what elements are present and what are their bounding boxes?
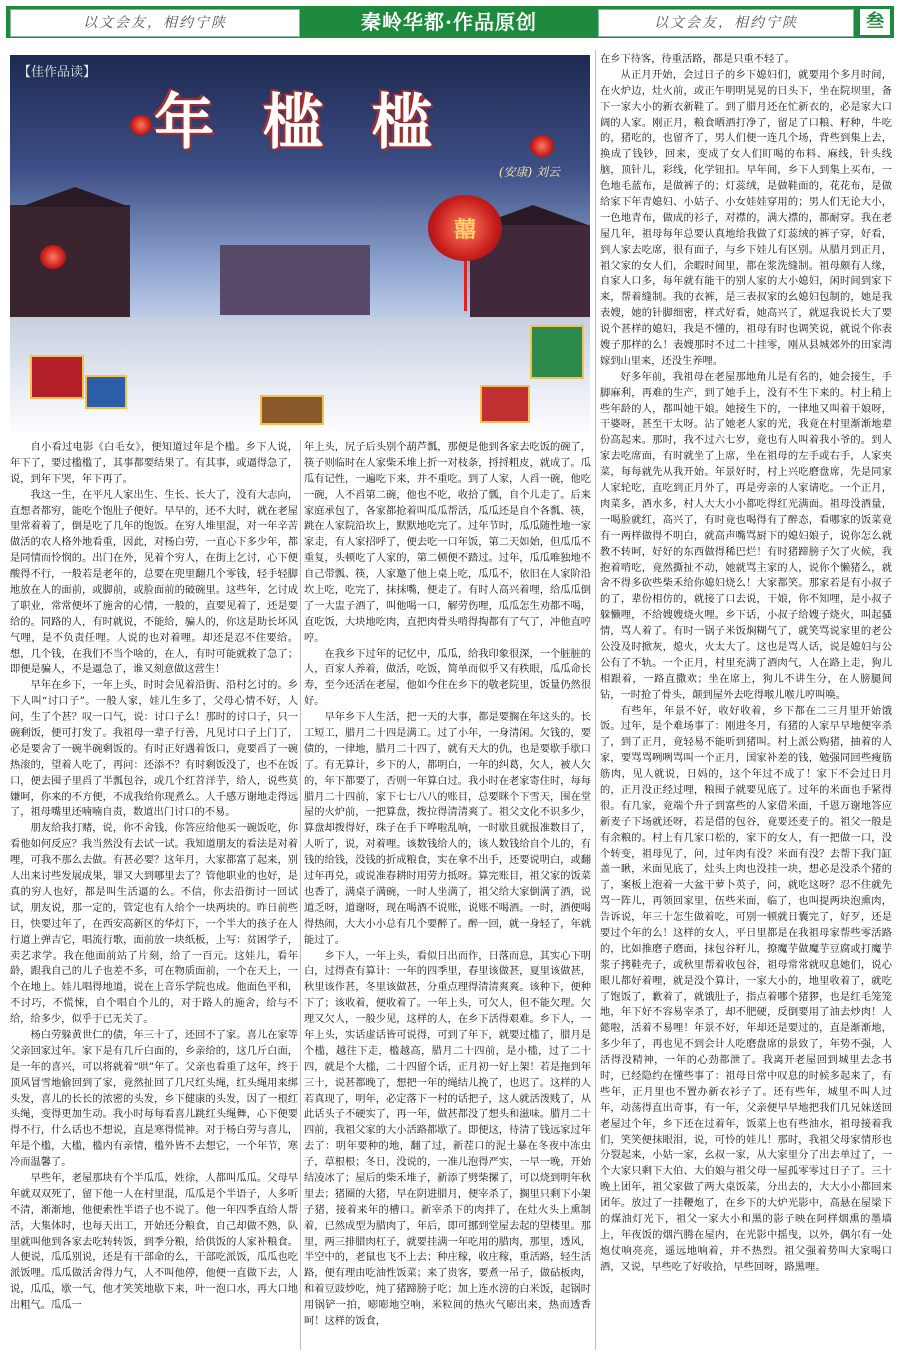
header-slogan-left: 以文会友，相约宁陕 — [10, 9, 300, 37]
left-temple-roof — [20, 187, 130, 207]
lantern-double-happiness-char: 囍 — [453, 217, 476, 243]
paragraph: 早年在乡下，一年上头，时时会见着沿街、沿村乞讨的。乡下人叫“讨口子”。一般人家，娃儿生多了，父母心情不好，人问，生了个甚？叹一口气，说：讨口子么！那时的讨口子，只一碗剩饭，便可打发了。我祖母一辈子行善，凡见讨口子上门了，必是要舍了一碗半碗剩饭的。有时正好遇着饭口，竟要舀了一碗热滚的，望着人吃了，再问：还添不？有时剩饭没了，也不在饭口，便去囤子里舀了半瓢包谷，或几个红苕洋芋，给人，说些莫嫌呵，你来的不方便，不成我给你现煮么。人千感万谢地走得远了，祖母嘴里还喃喃自责，数道出门讨口的不易。 — [10, 679, 298, 819]
paragraph: 在乡下待客，待重活路，都是只重不轻了。 — [600, 53, 795, 65]
header-slogan-right: 以文会友，相约宁陕 — [598, 9, 854, 37]
paragraph: 早年乡下人生活，把一天的大事，都是要搁在年这头的。长工短工，腊月二十四是满工。过了小年，一身清闲。欠钱的，要债的，一律地，腊月二十四了，就有天大的仇，也是要歇手歇口了。有无算计，乡下的人，都明白，一年的纠葛，欠人，被人欠的，年下都要了，否则一年算白过。我小时在老家寄住时，每每腊月二十四前，家下七七八八的账目，总要眯个下雪天，围在堂屋的火炉前，一把算盘，拨拉得清清爽了。祖父文化不识多少，算盘却拨得好，珠子在手下哗啦乱响，一时歇且就报准数目了，人听了，说，对着哩。该数钱给人的，该人数钱给自个儿的，有钱的给钱，没钱的折成粮食，实在拿不出手，还要说明白，或翻过年再兑，或说准春耕时用劳力抵呀。算完账目，祖父家的饭菜也香了，满桌子满碗，一时人坐满了，祖父给大家倒满了酒，说道乏呀，道谢呀，现在喝酒不说账，说账不喝酒。一时，酒便喝得热闹，大大小小总有几个要醉了。醉一回，就一身轻了，年就能过了。 — [304, 711, 592, 946]
small-lantern-left — [40, 245, 66, 269]
article-column-3 — [600, 52, 892, 1276]
newspaper-header-bar — [6, 6, 894, 38]
gift-box-2 — [85, 375, 127, 409]
article-column-1 — [10, 440, 298, 1314]
article-column-2 — [304, 440, 591, 1330]
paragraph: 早些年，老屋那块有个半瓜瓜，姓徐，人都叫瓜瓜。父母早年就双双死了，留下他一人在村里混，瓜瓜是个半语子，人多听不清，渐渐地，他便索性半语子也不说了。他一年四季直给人帮活，大集体时，也每天出工，开始还分粮食，自己却做不熟，队里就叫他到各家去吃转转饭，到季分粮，给供饭的人家补粮食。人便说，瓜瓜别说，还是有干部命的么，干部吃派饭，瓜瓜也吃派饭哩。瓜瓜做活舍得力气，人不叫他停，他便一直做下去，人说，瓜瓜，歇一气，他才笑笑地歇下来，叶一泡口水，再大口地出粗气。瓜瓜一 — [10, 1171, 298, 1312]
article-title: 年 槛 槛 — [154, 88, 446, 158]
article-byline: (安康) 刘云 — [498, 165, 560, 179]
paragraph: 自小看过电影《白毛女》，便知道过年是个槛。乡下人说，年下了，要过槛槛了，其事都要结果了。有其事，或逼得急了，说，到年下哭，年下再了。 — [10, 441, 298, 485]
column-divider-1 — [300, 440, 301, 1350]
paragraph: 乡下人，一年上头，看似日出而作，日落而息，其实心下明白，过得查有算计：一年的四季里，春里该做甚，夏里该做甚，秋里该作甚，冬里该做甚，分重点理得清清爽爽。该种下，便种下了；该收着，便收着了。一年上头，可欠人，但不能欠理。欠理又欠人，一般少见，这样的人，在乡下活得艰难。乡下人，一年上头，实话虚话皆可说得，可到了年下，就要过槛了，腊月是个槛，越往下走，槛越高，腊月二十四前，是小槛，过了二十四，就是个大槛，二十四留个话，正月初一好上架！若是拖到年三十，说甚都晚了，想把一年的绳结儿挽了，也迟了。这样的人若真现了，明年，必定落下一村的话把子，这人就活泼贱了，从此话头子不硬实了，再一年，做甚都没了想头和滋味。腊月二十四前，我祖父家的大小活路都歇了。即便这，待清了钱远家过年去了：明年要种的地，翻了过，新茬口的泥土暴在冬夜中冻虫子，草根根；冬日，没说的，一准儿泡得严实，一早一晚，开始结凌冰了；屋后的柴禾堆子，新添了劈柴摞了，可以烧到明年秋里去；猪圈的大猪，早在阴进腊月，便宰杀了，搁里只剩下小架子猪，接着来年的槽口。新宰杀下的肉拌了，在灶火头上熏制着，已然成型为腊肉了，年后，即可挪到堂屋去起的望楼里。那里，两三排腊肉杠子，就要挂满一年吃用的腊肉，那里，透风，半空中的，老鼠也飞不上去；种庄稼，收庄稼，重活路，轻生活路，便有理由吃油性饭菜；来了贵客，要煮一吊子，做砧板肉，和着豆豉炒吃，炖了猪蹄膀子吃；加上连水滂的白米饭，起锅时用锅铲一拍，嘭嘭地空响，米粒间的热火气嘭出来，热而透香呵！这样的饭食， — [304, 949, 592, 1327]
paragraph: 从正月开始，会过日子的乡下媳妇们，就要用个多月时间，在火炉边，灶火前，或正午明明晃晃的日头下，坐在院坝里，备下一家大小的新衣新鞋了。到了腊月还在忙新衣的，必是家大口阔的人家。刚正月，粮食晒酒打净了，留足了口粮、籽种，牛吃的，猪吃的，也留齐了，男人们便一连几个场，背些到集上去，换成了钱钞，回来，变成了女人们盯喝的布料、麻线，针头线脑，顶针儿，彩线，化学钮扣。早年间，乡下人到集上买布，一色地毛蓝布，是做裤子的；灯蕊绒，是做鞋面的，花花布，是做给家下年青媳妇、小姑子、小女娃娃穿用的；男人们无论大小，一色地青布，做成的衫子，对襟的，满大襟的，都耐穿。我在老屋几年，祖母每年总要认真地给我做了灯蕊绒的裤子穿，好看，到人家去吃席，很有面子，与乡下娃儿有区别。从腊月到正月，祖父家的女人们，余暇时间里，都在浆洗缝制。祖母颇有人缘，自家人口多，每年就有能干的别人家的大小媳妇，闲时间到家下来，帮着缝制。我的衣裤，是三表叔家的幺媳妇包制的，她是我表嫂，她的针脚细密，样式好看，她高兴了，就逗我说长大了要说个甚样的媳妇，我是不懂的，祖母有时也调笑说，就说个你表嫂子那样的么！表嫂那时不过二十挂零，刚从县城郊外的田家湾嫁到山里来，还没生养哩。 — [600, 68, 892, 367]
article-hero-illustration — [10, 55, 590, 437]
gift-box-1 — [30, 355, 84, 399]
lantern-tassel — [464, 261, 467, 311]
gift-box-3 — [530, 325, 584, 379]
paragraph: 年上头，尻子后头别个葫芦瓢，那便是他到各家去吃饭的碗了，筷子则临时在人家柴禾堆上折一对枝条，捋捋粗皮，就成了。瓜瓜有记性，一遍吃下来，并不重吃。到了人家，人舀一碗，他吃一碗，人不舀第二碗，他也不吃，收拾了瓢，自个儿走了。后来家庭承包了，各家都抢着叫瓜瓜帮活，瓜瓜还是自个各瓢、筷，跳在人家院沿坎上，默默地吃完了。过年节时，瓜瓜随性地一家家走，有人家招呼了，便去吃一口年饭，第二天如始，但瓜瓜不重复，头顿吃了人家的，第二顿便不踏过。过年，瓜瓜唯独地不自己带瓢、筷，人家邀了他上桌上吃，瓜瓜不，依旧在人家阶沿坎上吃，吃完了，抹抹嘴，便走了。有时人高兴着哩，给瓜瓜倒了一大盅子酒了，叫他喝一口，解劳伤哩，瓜瓜怎生劝都不喝，直吃饭，大块地吃肉，直把肉骨头啃得掏都有了气了，冲他直哼哼。 — [304, 441, 592, 644]
section-label: 【佳作品读】 — [18, 65, 97, 80]
paragraph: 有些年，年景不好，收好收着，乡下都在二三月里开始饿饭。过年，是个难场事了：刚进冬月，有猪的人家早早地便宰杀了，到了正月，竟轻易不能听到猪叫。村上派公购猪，抽着的人家，要骂骂咧咧骂叫一个正月，国家补差的钱，勉强同回些瘦筋筋肉，见人就说，日妈的，这个年过不成了！家下不会过日月的，正月没正经过哩，粮囤子就要见底了。过年的米面也手紧得很。有几家，竟端个升子到富些的人家借米面，千恩万谢地答应新麦子下场就还呀，若是借的包谷，竟要还麦子的。祖父一般是有余粮的。村上有几家口松的，家下的女人，有一把做一口，没个转变，祖母见了，问，过年肉有没？米面有没？去帮下我门缸盖一瞅，米面见底了，灶头上肉也没挂一块，想必是没杀个猪的了，案板上泡着一大盆干萝卜英子，问，就吃这呀？忍不住就先骂一阵儿，再领回家里，伍些米面，临了，也叫提两块泡熏肉，告诉说，年三十怎生做着吃，可别一顿就日囊完了，好歹，还是要过个年的么！这样的女人，平日里都是在我祖母家帮些零活路的，比如推磨子磨面，抹包谷籽儿，撩魔芋做魔芋豆腐或打魔芋浆子拷鞋壳子，或秋里帮着收包谷，祖母常常就叹息她们，说心眼儿都好着哩，就是没个算计，一家大小的，地里收着了，就吃了饱饭了，歉着了，就饿肚子，指点着哪个猪猡，也是红毛笼笼地，年下好不容易宰杀了，却不肥硬，反倒要用了油去炒肉！人懿啦，活着不易哩！年景不好，年却还是要过的，直是渐渐地，多少年了，再也见不到会计人吃磨盘席的景致了，年势不强，人活得没精神，一年的心劲都泄了。我离开老屋回到城里去念书时，已经隐约在懂些事了：祖母日常中叹息的时候多起来了，有些年，正月里也不置办新衣衫子了。还有些年，城里不叫人过年，动荡得直出奇事，有一年，父亲便早早地把我们几兄妹送回老屋过个年，乡下还在过着年，饭菜上也有些油水，祖母接着我们，笑笑便抹眼泪，说，可怜的娃儿！那时，我祖父母家情形也分裂起来，小姑一家，幺叔一家，从大家里分了出去单过了，一个大家只剩下大伯、大伯娘与祖父母一屋孤零零过日子了。三十晚上团年，祖父家做了两大桌饭菜，分出去的，大大小小都回来团年。放过了一挂鞭炮了，在乡下的大炉光影中，高悬在屋梁下的煤油灯光下，祖父一家大小和黑的影子映在阿样烟熏的墨墙上，年夜饭的烟汽腾在屋内，在光影中摇曳，以外，偶尔有一处炮仗响亮亮，遥远地响着，并不热烈。祖父强着势叫大家喝口酒，又说，早些吃了好收拾，早些回呀，路黑哩。 — [600, 704, 892, 1273]
paragraph: 朋友给我打赌，说，你不舍钱，你答应给他买一碗饭吃，你看他如何反应？我当然没有去试一试。我知道朋友的看法是对着哩，可我不那么去做。有甚必要？这年月，大家都富了起来，别人出来讨些发展成果，罪又大到哪里去了？管他职业的也好，是真的穷人也好，都是叫生活逼的么。不信，你去沿街讨一回试试，朋友说，那一定的，管定也有人给个一块两块的。昨日前些日，快要过年了，在西安高新区的华灯下，一个半大的孩子在人行道上弹吉它，唱流行歌，面前放一块纸板，上写：贫困学子，卖艺求学。我在他面前站了片刻，给了一百元。这娃儿，看年龄，跟我自己的儿子也差不多，可在物质面前，一个在天上，一个在地上。娃儿唱得地道，说在上音乐学院也成。他面色平和，不讨巧，不慌悚，自个唱自个儿的，对于路人的施舍，给与不给，给多少，似乎于已无关了。 — [10, 822, 298, 1026]
large-red-lantern — [428, 195, 502, 261]
paragraph: 我这一生，在平凡人家出生、生长、长大了，没有大志向，直想者都穷，能吃个饱肚子便好。早早的，还不大时，就在老屋里常着着了，倒是吃了几年的饱饭。在穷人堆里混，对一年辛苦做活的农人格外地看重，因此，对杨白劳，一直心下多少年，都是同情而怜悯的。出门在外，见着个穷人，在街上乞讨，心下便酸得不行，一般若是老年的，总要在兜里翻几个零钱，轻手轻脚地放在人的面前，或脚前，或脸面前的破碗里。这些年，乞讨成了职业，常常便坏了施舍的心情，一般的，直要见着了，还是要给的。同路的人，有时就说，不能给，骗人的，你这是助长坏风气哩，是不负责任哩。人说的也对着哩。却还是忍不住要给。想，几个钱，在我们不当个啥的，在人，有时可能就救了急了；即便是骗人，不是逼急了，谁又刻意做这营生！ — [10, 488, 298, 676]
gift-chest — [260, 395, 324, 425]
paragraph: 在我乡下过年的记忆中，瓜瓜，给我印象很深，一个脏脏的人，百家人养着，做活，吃饭，简单而似乎又有秩眼，瓜瓜命长寿，至今还活在老屋，他如今住在乡下的敬老院里，饭量仍然很好。 — [304, 647, 592, 708]
page-number: 叁 — [860, 9, 890, 35]
paragraph: 好多年前，我祖母在老屋那地角儿是有名的，她会接生，手脚麻利，再难的生产，到了她手上，没有不生下来的。村上稍上些年龄的人，都叫她干娘。她接生下的，一律地又叫着干娘呀，干婆呀，甚至干太呀。沾了她老人家的光，我竟在村里渐渐地辈份高起来。那时，我不过六七岁，竟也有人叫着我小爷的。到人家去吃席面，有时就坐了上席，坐在祖母的左手或右手，人家夹菜，每每就先从我开始。年景好时，村上兴吃磨盘席，先是同家人家轮吃，直吃到正月外了，再是旁亲的人家请吃。一个正月，肉菜多，酒水多，村人大大小小都吃得红光满面。祖母没酒量，一喝脸就红，高兴了，有时竟也喝得有了醉态，看哪家的饭菜竟有一两样做得不明白，就高声嘴骂厨下的媳妇娘子，说你怎么就教不转呵，好好的东西做得稀巴烂！有时猪蹄膀子欠了火候，我抱着啃吃，竟然撕扯不动，她就骂主家的人，说你个懒猪么，就舍不得多砍些柴禾给你媳妇烧么！大家都笑。那家若是有小叔子的了，辈份相仿的，就接了口去说，干娘，你不知哩，是小叔子躲懒哩，不给嫂嫂烧火哩。乡下话，小叔子给嫂子烧火，叫起骚情，骂人着了。有时一锅子米饭焖糊气了，就笑骂说家里的老公公没及时掀灰，熄火，火太大了。这也是骂人话，说是媳妇与公公有了不轨。一个正月，村里充满了酒肉气，人在路上走，狗儿相跟着，一路直撒欢；坐在席上，狗儿不讲生分，在人膀腿间钻，一时抢了骨头，颠到屋外去吃得喉儿喉儿哼叫唤。 — [600, 370, 892, 701]
distant-palace — [220, 245, 370, 315]
gift-box-4 — [480, 385, 530, 423]
column-divider-2 — [595, 50, 596, 1350]
paragraph: 杨白劳躲黄世仁的债，年三十了，还回不了家。喜儿在家等父亲回家过年。家下是有几斤白面的，乡亲给的，这几斤白面，是一年的喜兴，可以将就着“哄”年了。父亲也看重了这年，终于顶风冒雪地偷回到了家，竟然扯回了几尺红头绳，红头绳用来绑头发，喜儿的长长的浓密的头发，乡下健康的头发，因了一根红头绳，变得更加生动。我小时每每看喜儿跳红头绳舞，心下便要得不行，什么话也不想说，直是寒得慌神。对于杨白劳与喜儿，年是个槛，大槛，槛内有亲情，槛外皆不去想它，一个年节，寒冷而温馨了。 — [10, 1028, 298, 1169]
newspaper-masthead: 秦岭华都·作品原创 — [361, 10, 537, 34]
